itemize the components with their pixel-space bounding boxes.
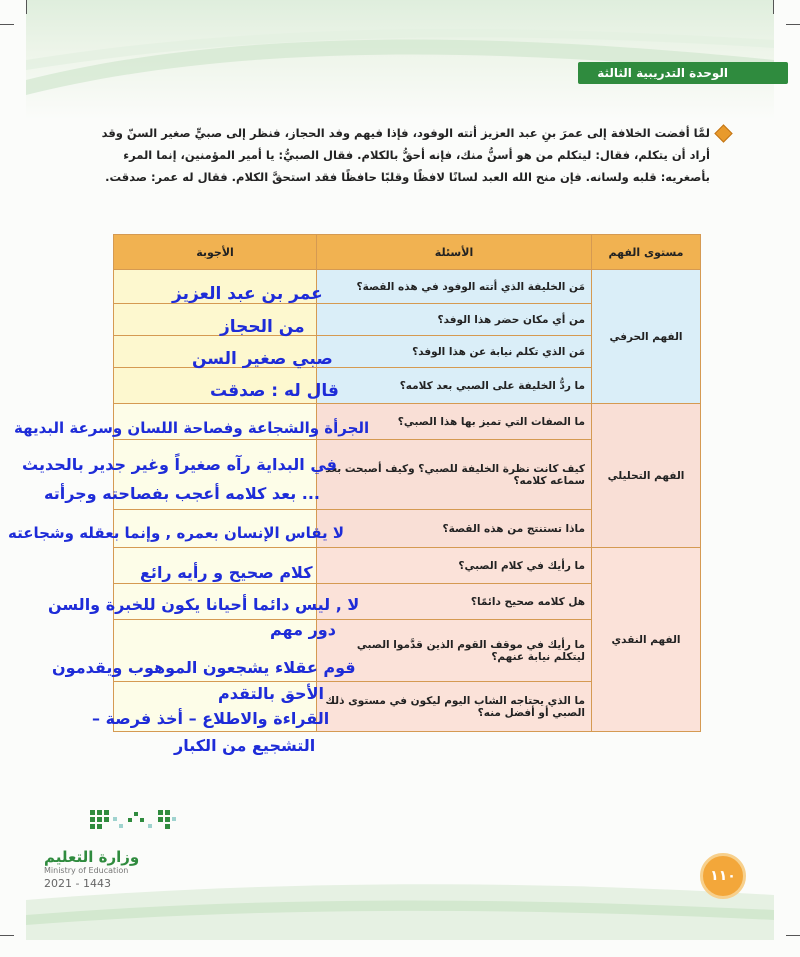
level-critical: الفهم النقدي [592, 548, 701, 732]
ministry-name-en: Ministry of Education [44, 866, 129, 875]
handwritten-answer: القراءة والاطلاع – أخذ فرصة – [92, 709, 330, 728]
handwritten-answer: كلام صحيح و رأيه رائع [140, 563, 313, 582]
question-cell: هل كلامه صحيح دائمًا؟ [317, 584, 592, 620]
crop-mark [786, 24, 800, 25]
handwritten-answer: ... بعد كلامه أعجب بفصاحته وجرأته [44, 484, 320, 503]
handwritten-answer: الجرأة والشجاعة وفصاحة اللسان وسرعة البديهة [14, 419, 370, 437]
ministry-name-ar: وزارة التعليم [44, 848, 140, 866]
handwritten-answer: لا يقاس الإنسان بعمره , وإنما بعقله وشجاعته [8, 524, 345, 542]
level-literal: الفهم الحرفي [592, 270, 701, 404]
crop-mark [0, 24, 14, 25]
handwritten-answer: عمر بن عبد العزيز [172, 284, 323, 304]
year-label: 2021 - 1443 [44, 877, 111, 890]
intro-text: لمَّا أفضت الخلافة إلى عمرَ بنِ عبد العزيز أتته الوفود، فإذا فيهم وفد الحجاز، فنظر إلى صبيٍّ صغير السنّ وقد أراد أن يتكلم، فقال: ليتكلم من هو أسنُّ منك، فإنه أحقُّ بالكلام. فقال الصبيُّ: يا أمير المؤمنين، إنما المرء بأصغريه: قلبه ولسانه. فإن منح الله العبد لسانًا لافظًا وقلبًا حافظًا فقد استحقَّ الكلام. فقال له عمر: صدقت. [101, 126, 710, 184]
question-cell: مَن الذي تكلم نيابة عن هذا الوفد؟ [317, 336, 592, 368]
handwritten-answer: التشجيع من الكبار [174, 736, 316, 755]
ministry-logo-icon [88, 808, 178, 836]
question-cell: ما ردُّ الخليفة على الصبي بعد كلامه؟ [317, 368, 592, 404]
question-cell: ما رأيك في موقف القوم الذين قدَّموا الصبي ليتكلم نيابة عنهم؟ [317, 620, 592, 682]
question-cell: ما الذي يحتاجه الشاب اليوم ليكون في مستوى ذلك الصبي أو أفضل منه؟ [317, 682, 592, 732]
question-cell: من أي مكان حضر هذا الوفد؟ [317, 304, 592, 336]
intro-paragraph [100, 122, 710, 188]
handwritten-answer: قوم عقلاء يشجعون الموهوب ويقدمون [52, 658, 356, 677]
page-number-badge: ١١٠ [700, 853, 746, 899]
question-cell: ماذا تستنتج من هذه القصة؟ [317, 510, 592, 548]
handwritten-answer: دور مهم [270, 620, 336, 639]
handwritten-answer: في البداية رآه صغيراً وغير جدير بالحديث [22, 455, 337, 474]
handwritten-answer: قال له : صدقت [210, 381, 339, 401]
question-cell: ما رأيك في كلام الصبي؟ [317, 548, 592, 584]
handwritten-answer: الأحق بالتقدم [218, 684, 324, 703]
question-cell: كيف كانت نظرة الخليفة للصبي؟ وكيف أصبحت بعد سماعه كلامه؟ [317, 440, 592, 510]
crop-mark [0, 935, 14, 936]
level-analytical: الفهم التحليلي [592, 404, 701, 548]
crop-mark [786, 935, 800, 936]
handwritten-answer: لا , ليس دائما أحيانا يكون للخبرة والسن [48, 595, 360, 614]
footer-swoosh [26, 880, 774, 940]
question-cell: مَن الخليفة الذي أتته الوفود في هذه القصة؟ [317, 270, 592, 304]
table-header-row [114, 235, 701, 270]
crop-mark [26, 0, 27, 14]
handwritten-answer: صبي صغير السن [192, 349, 333, 369]
header-swoosh [26, 20, 774, 100]
question-cell: ما الصفات التي تميز بها هذا الصبي؟ [317, 404, 592, 440]
handwritten-answer: من الحجاز [220, 317, 305, 337]
unit-title-bar: الوحدة التدريبية الثالثة [578, 62, 788, 84]
header-questions: الأسئلة [317, 235, 592, 270]
header-answers: الأجوبة [114, 235, 317, 270]
crop-mark [773, 0, 774, 14]
bullet-diamond-icon [714, 124, 732, 142]
header-level: مستوى الفهم [592, 235, 701, 270]
